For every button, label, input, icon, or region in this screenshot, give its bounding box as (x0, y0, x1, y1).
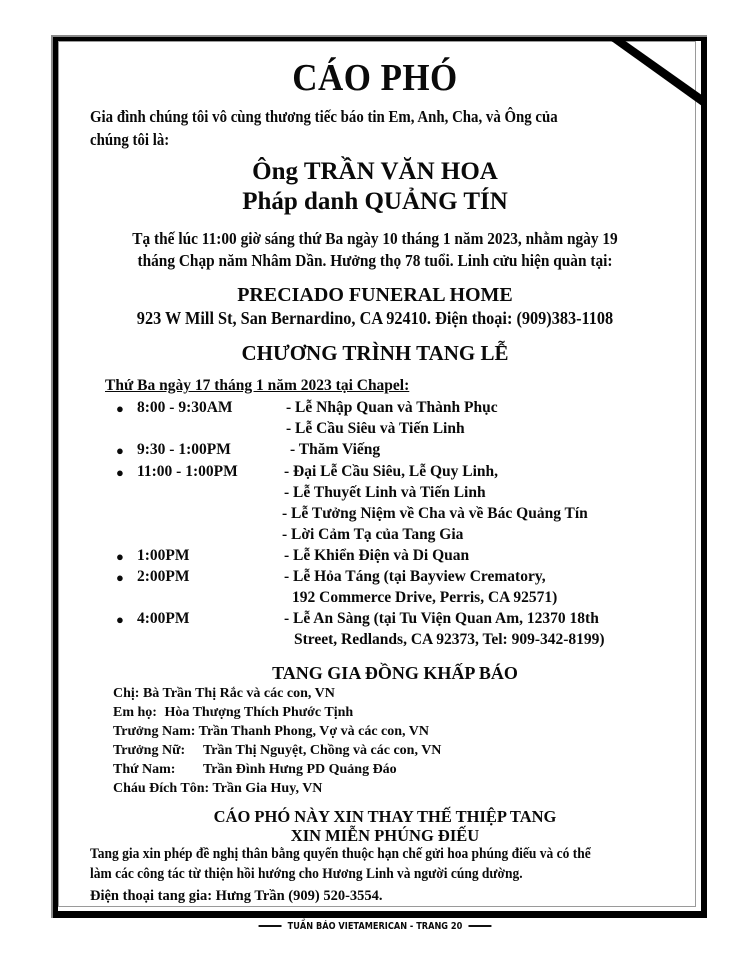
family-member (113, 705, 353, 721)
intro-line-1: Gia đình chúng tôi vô cùng thương tiếc báo tin Em, Anh, Cha, và Ông của (90, 107, 558, 126)
family-member (113, 781, 322, 797)
closing-line-1: CÁO PHÓ NÀY XIN THAY THẾ THIỆP TANG (213, 807, 557, 826)
family-member (113, 762, 397, 778)
footer-text: TUẦN BÁO VIETAMERICAN - TRANG 20 (287, 921, 463, 932)
program-item-line: - Lễ An Sàng (tại Tu Viện Quan Am, 12370 18th (284, 610, 599, 627)
program-item-time: 1:00PM (137, 547, 190, 564)
program-date: Thứ Ba ngày 17 tháng 1 năm 2023 tại Chapel: (105, 377, 410, 394)
request-line-2: làm các công tác từ thiện hồi hướng cho Hương Linh và người cúng dường. (90, 866, 523, 882)
death-line-1: Tạ thế lúc 11:00 giờ sáng thứ Ba ngày 10 tháng 1 năm 2023, nhằm ngày 19 (132, 229, 618, 248)
family-member (113, 743, 441, 759)
program-item-line: Street, Redlands, CA 92373, Tel: 909-342-8199) (294, 631, 605, 648)
program-item-line: - Thăm Viếng (290, 441, 381, 458)
program-item-line: - Lễ Cầu Siêu và Tiến Linh (286, 420, 465, 437)
footer-dash-right (469, 925, 492, 927)
program-item-time: 11:00 - 1:00PM (137, 463, 238, 480)
bullet-dot-icon: ● (116, 401, 124, 416)
family-name: Bà Trần Thị Rắc và các con, VN (142, 686, 335, 701)
program-item-line: - Lễ Tưởng Niệm về Cha và về Bác Quảng Tín (282, 505, 588, 522)
program-item-time: 8:00 - 9:30AM (137, 399, 233, 416)
program-item-line: - Lễ Nhập Quan và Thành Phục (286, 399, 498, 416)
dharma-name: Pháp danh QUẢNG TÍN (242, 188, 508, 215)
program-item-line: 192 Commerce Drive, Perris, CA 92571) (292, 589, 558, 606)
family-name: Trần Đình Hưng PD Quảng Đáo (203, 762, 397, 777)
family-title: TANG GIA ĐỒNG KHẤP BÁO (272, 663, 518, 683)
family-relation: Trưởng Nam: (113, 724, 196, 739)
family-relation: Chị: (113, 686, 140, 701)
bullet-dot-icon: ● (116, 549, 124, 564)
notice-title: CÁO PHÓ (292, 57, 458, 99)
bullet-dot-icon: ● (116, 570, 124, 585)
family-name: Trần Thanh Phong, Vợ và các con, VN (198, 724, 430, 739)
death-line-2: tháng Chạp năm Nhâm Dần. Hưởng thọ 78 tuổi. Linh cửu hiện quàn tại: (137, 251, 613, 270)
deceased-name: Ông TRẦN VĂN HOA (252, 158, 498, 185)
funeral-home-name: PRECIADO FUNERAL HOME (237, 284, 513, 306)
family-phone: Điện thoại tang gia: Hưng Trần (909) 520-3554. (90, 888, 383, 904)
page-footer (68, 921, 683, 932)
family-name: Hòa Thượng Thích Phước Tịnh (164, 705, 354, 720)
program-item-line: - Lời Cảm Tạ của Tang Gia (282, 526, 464, 543)
bullet-dot-icon: ● (116, 443, 124, 458)
family-name: Trần Gia Huy, VN (212, 781, 323, 796)
program-item-line: - Lễ Hỏa Táng (tại Bayview Crematory, (284, 568, 546, 585)
family-relation: Em họ: (113, 705, 157, 720)
footer-dash-left (258, 925, 281, 927)
family-member (113, 686, 335, 702)
family-relation: Cháu Đích Tôn: (113, 781, 210, 796)
program-item-time: 2:00PM (137, 568, 190, 585)
family-relation: Trưởng Nữ: (113, 743, 186, 758)
program-item-time: 9:30 - 1:00PM (137, 441, 231, 458)
family-relation: Thứ Nam: (113, 762, 176, 777)
closing-line-2: XIN MIỄN PHÚNG ĐIẾU (290, 826, 480, 845)
program-item-time: 4:00PM (137, 610, 190, 627)
program-item-line: - Đại Lễ Cầu Siêu, Lễ Quy Linh, (284, 463, 499, 480)
request-line-1: Tang gia xin phép đề nghị thân bằng quyến thuộc hạn chế gửi hoa phúng điếu và có thể (90, 846, 591, 862)
funeral-home-address: 923 W Mill St, San Bernardino, CA 92410. Điện thoại: (909)383-1108 (136, 308, 614, 328)
program-title: CHƯƠNG TRÌNH TANG LỄ (241, 341, 509, 365)
bullet-dot-icon: ● (116, 612, 124, 627)
program-item-line: - Lễ Khiển Điện và Di Quan (284, 547, 470, 564)
family-name: Trần Thị Nguyệt, Chồng và các con, VN (203, 743, 442, 758)
intro-line-2: chúng tôi là: (90, 130, 170, 149)
program-item-line: - Lễ Thuyết Linh và Tiến Linh (284, 484, 486, 501)
family-member (113, 724, 429, 740)
bullet-dot-icon: ● (116, 465, 124, 480)
